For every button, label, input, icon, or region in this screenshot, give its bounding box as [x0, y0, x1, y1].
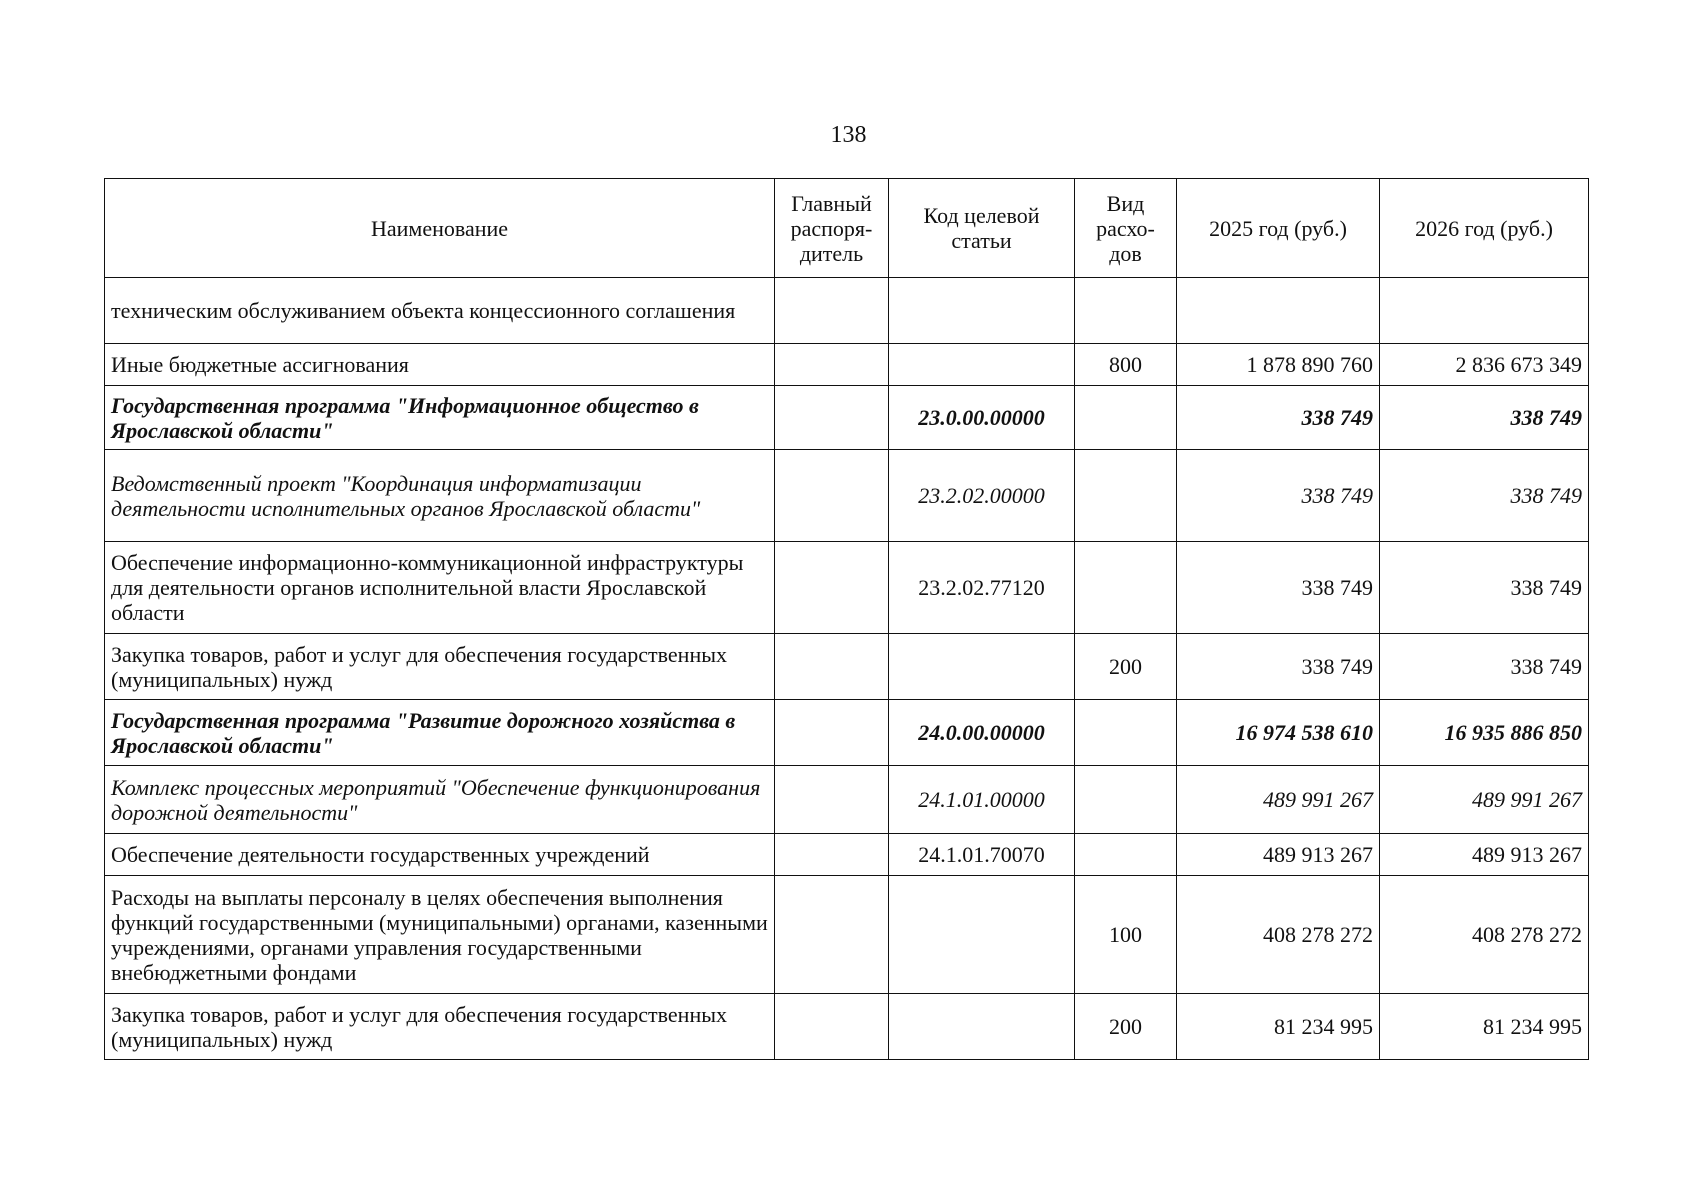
cell-type [1075, 386, 1177, 450]
cell-year1: 338 749 [1177, 634, 1380, 700]
page-number: 138 [830, 122, 867, 148]
cell-year2: 16 935 886 850 [1380, 700, 1589, 766]
cell-year1: 1 878 890 760 [1177, 344, 1380, 386]
cell-type: 100 [1075, 876, 1177, 994]
cell-code [889, 278, 1075, 344]
cell-code [889, 876, 1075, 994]
cell-name: Государственная программа "Информационное общество в Ярославской области" [105, 386, 775, 450]
table-row [105, 700, 1589, 766]
cell-code: 24.1.01.70070 [889, 834, 1075, 876]
table-row [105, 766, 1589, 834]
cell-admin [775, 766, 889, 834]
cell-admin [775, 386, 889, 450]
cell-type [1075, 450, 1177, 542]
table-row [105, 278, 1589, 344]
cell-admin [775, 700, 889, 766]
header-name: Наименование [105, 179, 775, 278]
header-type: Вид расхо-дов [1075, 179, 1177, 278]
cell-year2: 338 749 [1380, 386, 1589, 450]
cell-admin [775, 450, 889, 542]
cell-name: Комплекс процессных мероприятий "Обеспечение функционирования дорожной деятельности" [105, 766, 775, 834]
cell-type [1075, 278, 1177, 344]
cell-name: техническим обслуживанием объекта концессионного соглашения [105, 278, 775, 344]
cell-year2 [1380, 278, 1589, 344]
cell-code: 23.0.00.00000 [889, 386, 1075, 450]
cell-admin [775, 634, 889, 700]
cell-year2: 489 991 267 [1380, 766, 1589, 834]
header-admin: Главный распоря-дитель [775, 179, 889, 278]
cell-year2: 81 234 995 [1380, 994, 1589, 1060]
cell-name: Закупка товаров, работ и услуг для обеспечения государственных (муниципальных) нужд [105, 994, 775, 1060]
table-row [105, 876, 1589, 994]
cell-year2: 338 749 [1380, 450, 1589, 542]
cell-code [889, 634, 1075, 700]
cell-admin [775, 542, 889, 634]
cell-code: 24.1.01.00000 [889, 766, 1075, 834]
cell-name: Обеспечение информационно-коммуникационной инфраструктуры для деятельности органов исполнительной власти Ярославской области [105, 542, 775, 634]
table-row [105, 634, 1589, 700]
cell-year2: 2 836 673 349 [1380, 344, 1589, 386]
cell-type [1075, 766, 1177, 834]
cell-name: Обеспечение деятельности государственных учреждений [105, 834, 775, 876]
cell-year1: 408 278 272 [1177, 876, 1380, 994]
budget-table [104, 178, 1589, 1060]
cell-type: 800 [1075, 344, 1177, 386]
cell-year1: 81 234 995 [1177, 994, 1380, 1060]
cell-year2: 489 913 267 [1380, 834, 1589, 876]
cell-name: Иные бюджетные ассигнования [105, 344, 775, 386]
table-row [105, 994, 1589, 1060]
cell-code [889, 994, 1075, 1060]
header-code: Код целевой статьи [889, 179, 1075, 278]
cell-admin [775, 344, 889, 386]
cell-code: 24.0.00.00000 [889, 700, 1075, 766]
cell-code: 23.2.02.00000 [889, 450, 1075, 542]
table-row [105, 834, 1589, 876]
cell-year1: 489 913 267 [1177, 834, 1380, 876]
cell-code [889, 344, 1075, 386]
table-row [105, 450, 1589, 542]
table-row [105, 386, 1589, 450]
cell-year1 [1177, 278, 1380, 344]
cell-admin [775, 278, 889, 344]
header-year1: 2025 год (руб.) [1177, 179, 1380, 278]
cell-admin [775, 834, 889, 876]
cell-admin [775, 876, 889, 994]
cell-year1: 338 749 [1177, 386, 1380, 450]
table-body [105, 278, 1589, 1060]
cell-code: 23.2.02.77120 [889, 542, 1075, 634]
cell-year2: 408 278 272 [1380, 876, 1589, 994]
cell-name: Государственная программа "Развитие дорожного хозяйства в Ярославской области" [105, 700, 775, 766]
header-year2: 2026 год (руб.) [1380, 179, 1589, 278]
cell-type [1075, 700, 1177, 766]
cell-year1: 489 991 267 [1177, 766, 1380, 834]
cell-year1: 338 749 [1177, 542, 1380, 634]
cell-type: 200 [1075, 634, 1177, 700]
cell-name: Расходы на выплаты персоналу в целях обеспечения выполнения функций государственными (муниципальными) органами, казенными учреждениями, органами управления государственными внебюджетными фондами [105, 876, 775, 994]
cell-type [1075, 834, 1177, 876]
cell-year2: 338 749 [1380, 634, 1589, 700]
cell-year1: 338 749 [1177, 450, 1380, 542]
cell-type [1075, 542, 1177, 634]
table-row [105, 542, 1589, 634]
cell-admin [775, 994, 889, 1060]
table-row [105, 344, 1589, 386]
cell-name: Закупка товаров, работ и услуг для обеспечения государственных (муниципальных) нужд [105, 634, 775, 700]
table-header-row [105, 179, 1589, 278]
cell-name: Ведомственный проект "Координация информатизации деятельности исполнительных органов Ярославской области" [105, 450, 775, 542]
cell-type: 200 [1075, 994, 1177, 1060]
cell-year2: 338 749 [1380, 542, 1589, 634]
cell-year1: 16 974 538 610 [1177, 700, 1380, 766]
